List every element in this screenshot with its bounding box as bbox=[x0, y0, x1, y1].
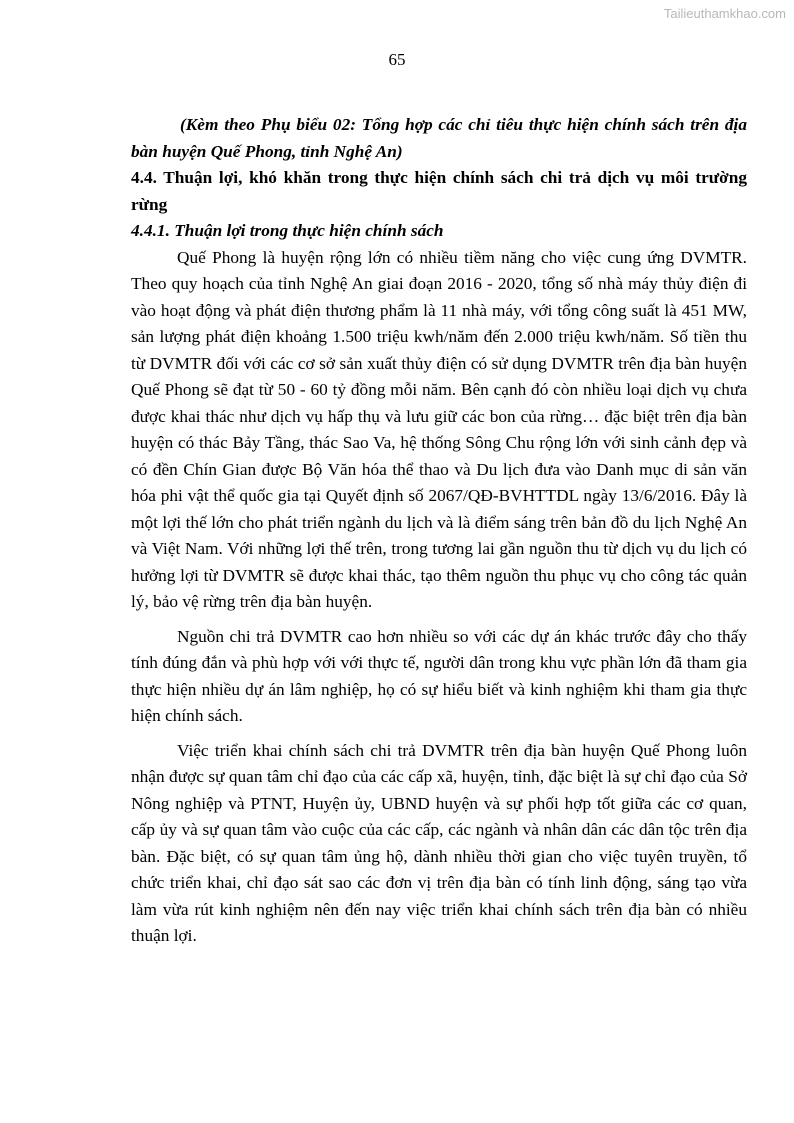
body-paragraph-3: Việc triển khai chính sách chi trả DVMTR trên địa bàn huyện Quế Phong luôn nhận được sự quan tâm chỉ đạo của các cấp xã, huyện, tỉnh, đặc biệt là sự chỉ đạo của Sở Nông nghiệp và PTNT, Huyện ủy, UBND huyện và sự phối hợp tốt giữa các cơ quan, cấp ủy và sự quan tâm vào cuộc của các cấp, các ngành và nhân dân các dân tộc trên địa bàn. Đặc biệt, có sự quan tâm ủng hộ, dành nhiều thời gian cho việc tuyên truyền, tổ chức triển khai, chỉ đạo sát sao các đơn vị trên địa bàn có tính linh động, sáng tạo vừa làm vừa rút kinh nghiệm nên đến nay việc triển khai chính sách trên địa bàn có nhiều thuận lợi. bbox=[131, 740, 747, 945]
document-body bbox=[131, 112, 747, 950]
body-paragraph-1: Quế Phong là huyện rộng lớn có nhiều tiềm năng cho việc cung ứng DVMTR. Theo quy hoạch của tỉnh Nghệ An giai đoạn 2016 - 2020, tổng số nhà máy thủy điện đi vào hoạt động và phát điện thương phẩm là 11 nhà máy, với tổng công suất là 451 MW, sản lượng phát điện khoảng 1.500 triệu kwh/năm đến 2.000 triệu kwh/năm. Số tiền thu từ DVMTR đối với các cơ sở sản xuất thủy điện có sử dụng DVMTR trên địa bàn huyện Quế Phong sẽ đạt từ 50 - 60 tỷ đồng mỗi năm. Bên cạnh đó còn nhiều loại dịch vụ chưa được khai thác như dịch vụ hấp thụ và lưu giữ các bon của rừng… đặc biệt trên địa bàn huyện có thác Bảy Tầng, thác Sao Va, hệ thống Sông Chu rộng lớn với sinh cảnh đẹp và có đền Chín Gian được Bộ Văn hóa thể thao và Du lịch đưa vào Danh mục di sản văn hóa phi vật thể quốc gia tại Quyết định số 2067/QĐ-BVHTTDL ngày 13/6/2016. Đây là một lợi thế lớn cho phát triển ngành du lịch và là điểm sáng trên bản đồ du lịch Nghệ An và Việt Nam. Với những lợi thế trên, trong tương lai gần nguồn thu từ dịch vụ du lịch có hưởng lợi từ DVMTR sẽ được khai thác, tạo thêm nguồn thu phục vụ cho công tác quản lý, bảo vệ rừng trên địa bàn huyện. bbox=[131, 247, 747, 611]
subsection-heading: 4.4.1. Thuận lợi trong thực hiện chính sách bbox=[131, 221, 444, 240]
page-number: 65 bbox=[388, 50, 406, 69]
watermark: Tailieuthamkhao.com bbox=[663, 6, 786, 21]
section-heading: 4.4. Thuận lợi, khó khăn trong thực hiện chính sách chi trả dịch vụ môi trường rừng bbox=[131, 168, 747, 214]
body-paragraph-2: Nguồn chi trả DVMTR cao hơn nhiều so với các dự án khác trước đây cho thấy tính đúng đắn và phù hợp với với thực tế, người dân trong khu vực phần lớn đã tham gia thực hiện nhiều dự án lâm nghiệp, họ có sự hiểu biết và kinh nghiệm khi tham gia thực hiện chính sách. bbox=[131, 626, 747, 725]
appendix-note: (Kèm theo Phụ biểu 02: Tổng hợp các chỉ tiêu thực hiện chính sách trên địa bàn huyện Quế Phong, tỉnh Nghệ An) bbox=[131, 115, 747, 161]
